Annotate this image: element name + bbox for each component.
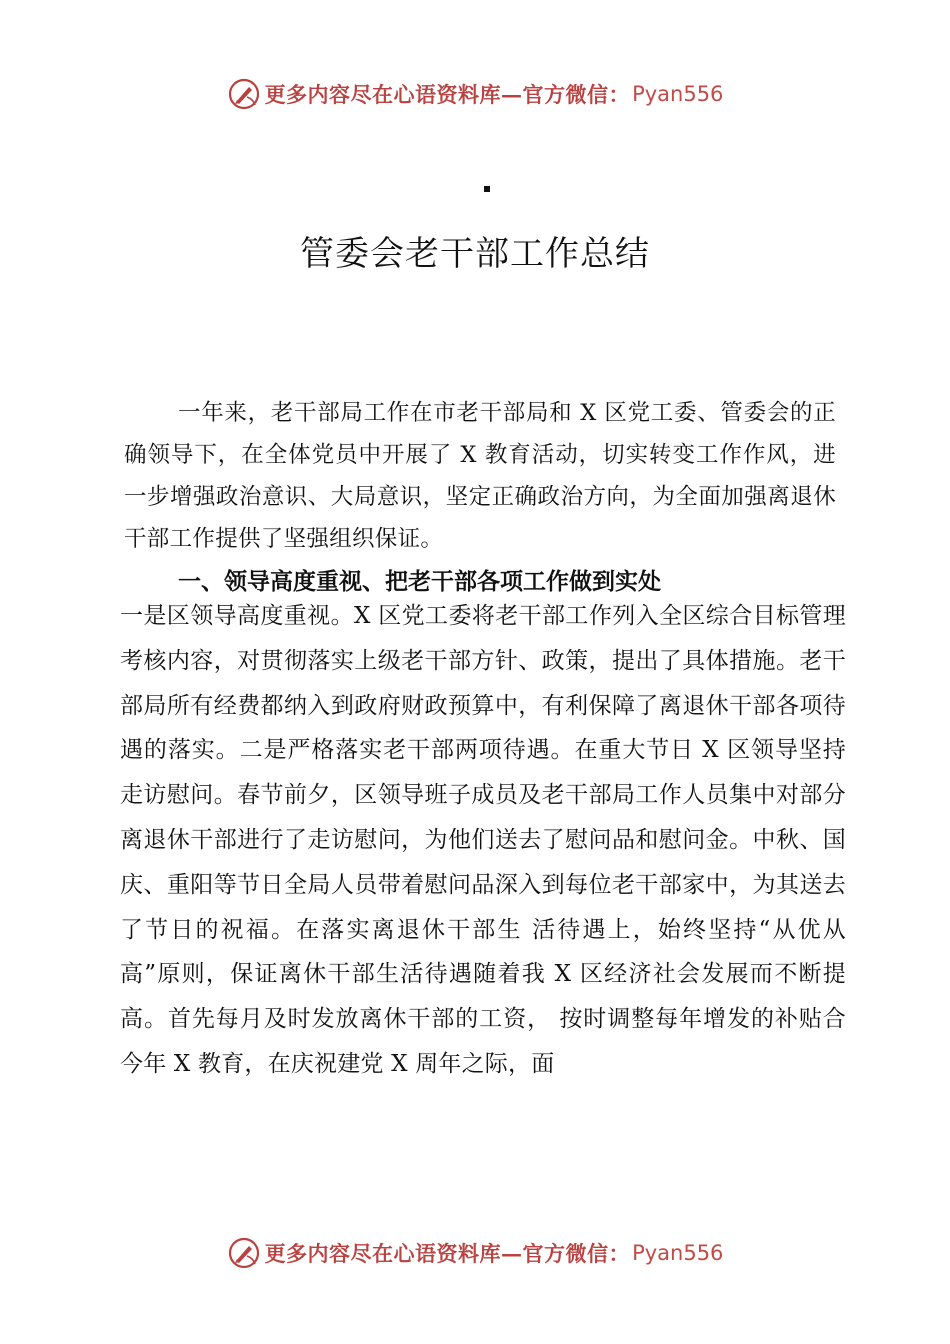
dot-mark bbox=[484, 186, 490, 192]
pen-logo-icon bbox=[227, 77, 261, 111]
section-heading: 一、领导高度重视、把老干部各项工作做到实处 bbox=[178, 568, 661, 595]
section-body-paragraph: 一是区领导高度重视。X 区党工委将老干部工作列入全区综合目标管理考核内容，对贯彻落实上级老干部方针、政策，提出了具体措施。老干部局所有经费都纳入到政府财政预算中，有利保障了离退休干部各项待遇的落实。二是严格落实老干部两项待遇。在重大节日 X 区领导坚持走访慰问。春节前夕，区领导班子成员及老干部局工作人员集中对部分离退休干部进行了走访慰问，为他们送去了慰问品和慰问金。中秋、国庆、重阳等节日全局人员带着慰问品深入到每位老干部家中，为其送去了节日的祝福。在落实离退休干部生 活待遇上，始终坚持“从优从高”原则，保证离休干部生活待遇随着我 X 区经济社会发展而不断提高。首先每月及时发放离休干部的工资， 按时调整每年增发的补贴合今年 X 教育，在庆祝建党 X 周年之际，面 bbox=[120, 603, 846, 1077]
document-title: 管委会老干部工作总结 bbox=[300, 234, 650, 274]
watermark-text: 更多内容尽在心语资料库—官方微信： bbox=[264, 1241, 631, 1266]
watermark-footer bbox=[0, 1233, 950, 1273]
watermark-header bbox=[0, 74, 950, 114]
intro-paragraph: 一年来，老干部局工作在市老干部局和 X 区党工委、管委会的正确领导下，在全体党员中开展了 X 教育活动，切实转变工作作风，进一步增强政治意识、大局意识，坚定正确政治方向，为全面加强离退休干部工作提供了坚强组织保证。 bbox=[124, 400, 836, 552]
pen-logo-icon bbox=[227, 1236, 261, 1270]
watermark-wechat-id: Pyan556 bbox=[632, 82, 724, 106]
watermark-text: 更多内容尽在心语资料库—官方微信： bbox=[264, 82, 631, 107]
watermark-wechat-id: Pyan556 bbox=[632, 1241, 724, 1265]
